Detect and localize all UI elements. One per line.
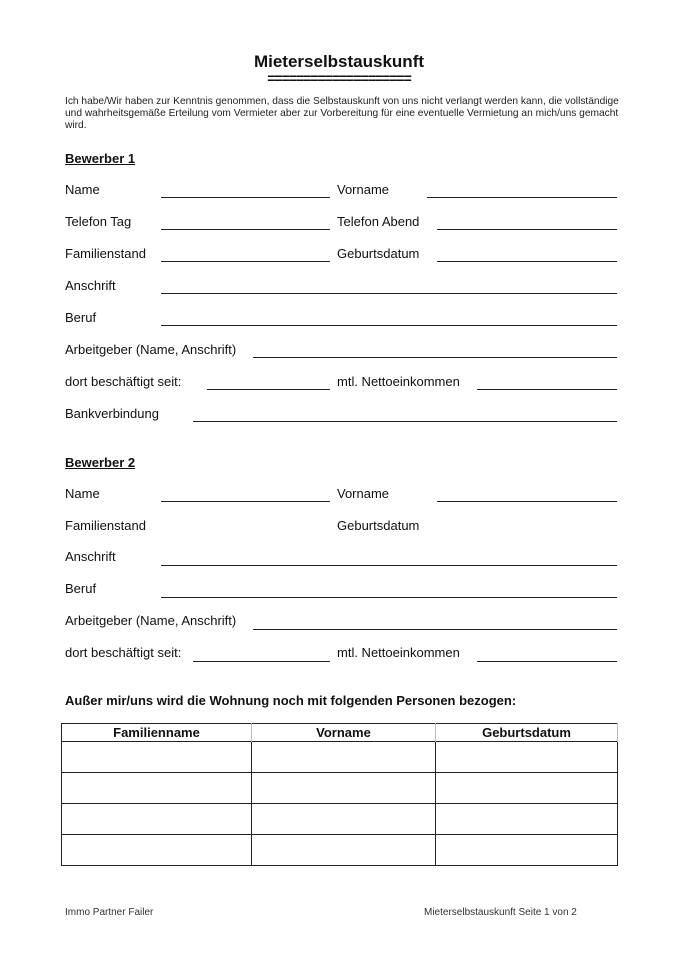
b2-vorname-label: Vorname	[337, 486, 390, 501]
table-cell[interactable]	[436, 773, 618, 804]
b1-netto-field[interactable]	[477, 389, 617, 390]
b1-geburtsdatum-label: Geburtsdatum	[337, 246, 420, 261]
footer-right: Mieterselbstauskunft Seite 1 von 2	[424, 907, 577, 918]
b2-netto-field[interactable]	[477, 661, 617, 662]
b1-telefon-tag-field[interactable]	[161, 229, 330, 230]
persons-table	[61, 723, 618, 866]
table-cell[interactable]	[436, 742, 618, 773]
table-cell[interactable]	[252, 773, 436, 804]
title-underline: ====================	[267, 70, 411, 86]
b1-telefon-abend-label: Telefon Abend	[337, 214, 420, 229]
table-cell[interactable]	[252, 804, 436, 835]
b2-arbeitgeber-field[interactable]	[253, 629, 617, 630]
bewerber1-heading: Bewerber 1	[65, 151, 136, 166]
table-cell[interactable]	[436, 804, 618, 835]
table-row	[62, 773, 618, 804]
table-header-row	[62, 724, 618, 742]
table-cell[interactable]	[62, 773, 252, 804]
table-cell[interactable]	[62, 835, 252, 866]
b1-beschaeftigt-label: dort beschäftigt seit:	[65, 374, 182, 389]
b1-telefon-tag-label: Telefon Tag	[65, 214, 132, 229]
b1-familienstand-label: Familienstand	[65, 246, 146, 261]
b2-beruf-field[interactable]	[161, 597, 617, 598]
b1-telefon-abend-field[interactable]	[437, 229, 617, 230]
table-cell[interactable]	[436, 835, 618, 866]
bewerber2-heading: Bewerber 2	[65, 455, 136, 470]
b2-beschaeftigt-label: dort beschäftigt seit:	[65, 645, 182, 660]
b1-anschrift-field[interactable]	[161, 293, 617, 294]
table-row	[62, 835, 618, 866]
b1-netto-label: mtl. Nettoeinkommen	[337, 374, 460, 389]
intro-text: Ich habe/Wir haben zur Kenntnis genommen, dass die Selbstauskunft von uns nicht verlangt werden kann, die vollständige und wahrheitsgemäße Erteilung vom Vermieter aber zur Vorbereitung für eine eventuelle Vermietung an mich/uns gemacht wird.	[65, 96, 619, 131]
b2-beruf-label: Beruf	[65, 581, 97, 596]
table-cell[interactable]	[252, 742, 436, 773]
column-header-vorname: Vorname	[252, 724, 436, 742]
b1-beruf-field[interactable]	[161, 325, 617, 326]
b1-vorname-field[interactable]	[427, 197, 617, 198]
b1-familienstand-field[interactable]	[161, 261, 330, 262]
b1-beruf-label: Beruf	[65, 310, 97, 325]
b1-vorname-label: Vorname	[337, 182, 390, 197]
table-row	[62, 804, 618, 835]
b2-geburtsdatum-label: Geburtsdatum	[337, 518, 420, 533]
b2-arbeitgeber-label: Arbeitgeber (Name, Anschrift)	[65, 613, 237, 628]
table-cell[interactable]	[62, 804, 252, 835]
b1-bank-label: Bankverbindung	[65, 406, 159, 421]
b2-netto-label: mtl. Nettoeinkommen	[337, 645, 460, 660]
b2-name-field[interactable]	[161, 501, 330, 502]
persons-heading: Außer mir/uns wird die Wohnung noch mit folgenden Personen bezogen:	[65, 693, 517, 708]
document-title: Mieterselbstauskunft	[253, 52, 425, 71]
table-row	[62, 742, 618, 773]
table-cell[interactable]	[62, 742, 252, 773]
b1-geburtsdatum-field[interactable]	[437, 261, 617, 262]
b1-beschaeftigt-field[interactable]	[207, 389, 330, 390]
b2-vorname-field[interactable]	[437, 501, 617, 502]
b2-anschrift-field[interactable]	[161, 565, 617, 566]
column-header-familienname: Familienname	[62, 724, 252, 742]
b2-name-label: Name	[65, 486, 100, 501]
b1-name-label: Name	[65, 182, 100, 197]
footer-left: Immo Partner Failer	[65, 907, 154, 918]
column-header-geburtsdatum: Geburtsdatum	[436, 724, 618, 742]
b1-anschrift-label: Anschrift	[65, 278, 116, 293]
b1-arbeitgeber-field[interactable]	[253, 357, 617, 358]
b1-arbeitgeber-label: Arbeitgeber (Name, Anschrift)	[65, 342, 237, 357]
table-cell[interactable]	[252, 835, 436, 866]
b1-name-field[interactable]	[161, 197, 330, 198]
b2-beschaeftigt-field[interactable]	[193, 661, 330, 662]
b2-anschrift-label: Anschrift	[65, 549, 116, 564]
b1-bank-field[interactable]	[193, 421, 617, 422]
b2-familienstand-label: Familienstand	[65, 518, 146, 533]
